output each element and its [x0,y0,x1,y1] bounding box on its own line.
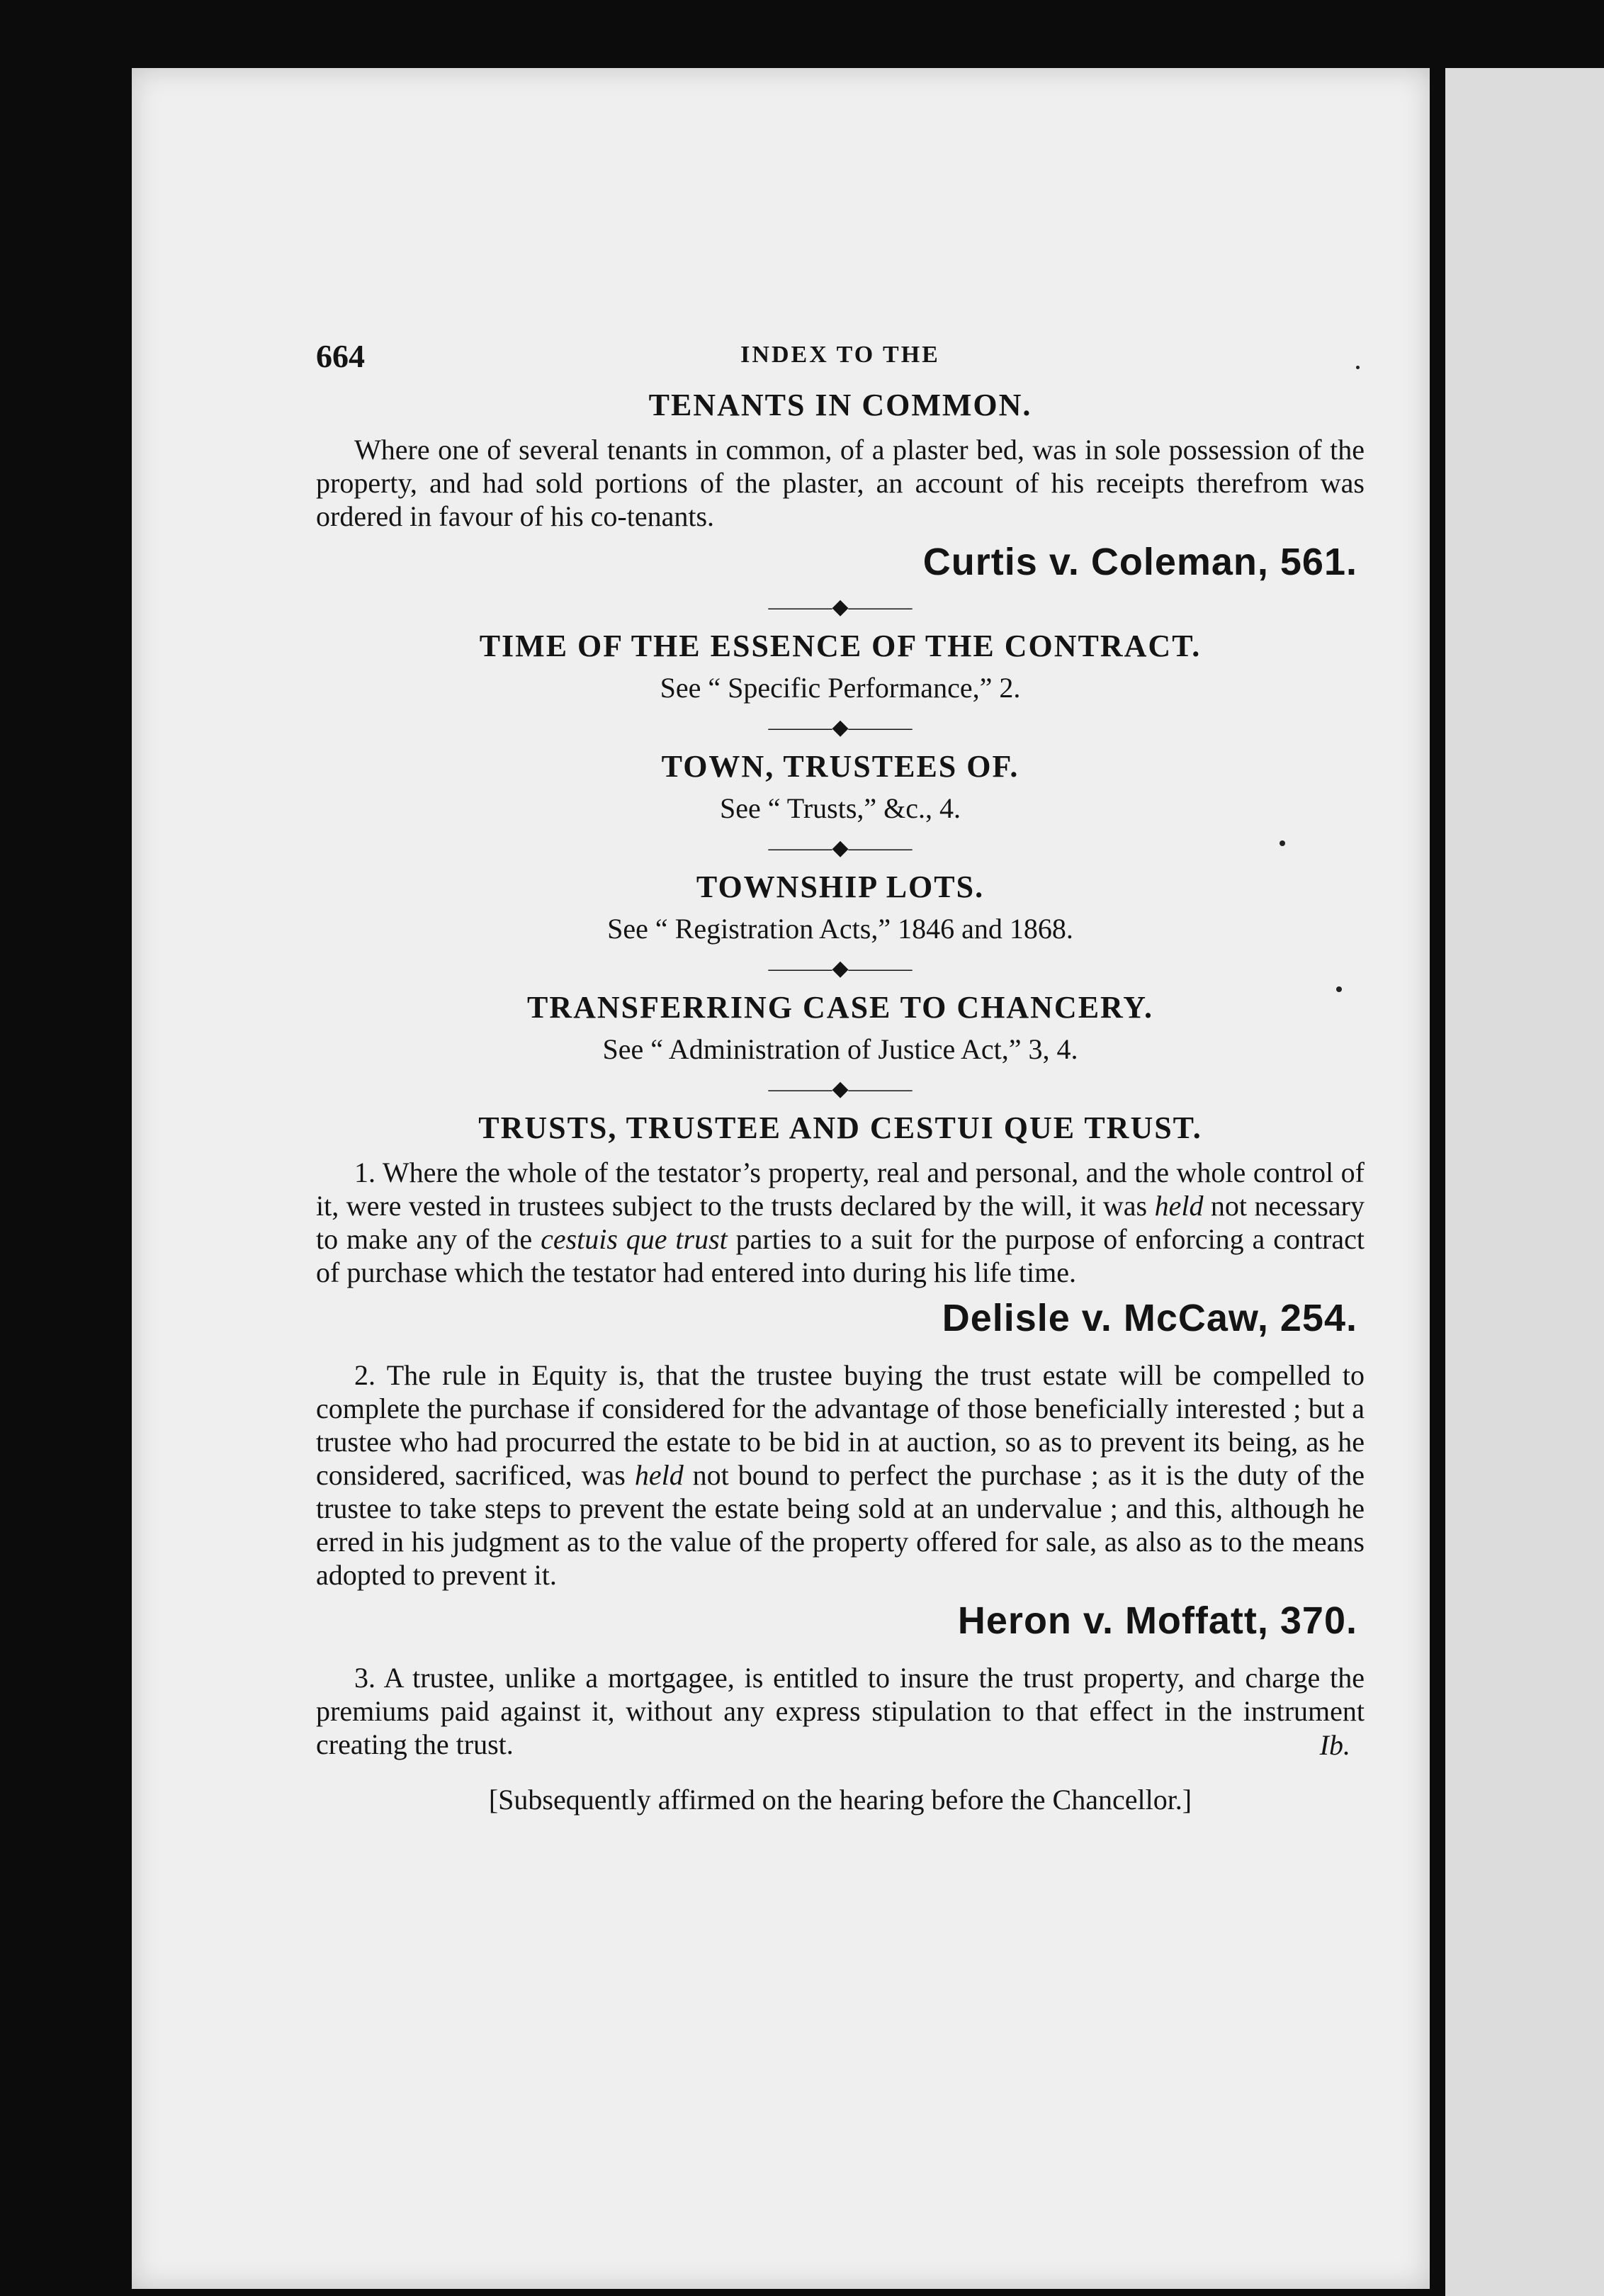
case-citation-curtis: Curtis v. Coleman, 561. [922,541,1357,583]
scan-speck [1280,840,1285,846]
running-title: INDEX TO THE [740,342,940,368]
separator-ornament: ———◆——— [768,836,913,860]
emphasis-held: held [1154,1190,1204,1222]
separator-ornament: ———◆——— [768,957,913,980]
case-citation-heron: Heron v. Moffatt, 370. [957,1599,1357,1642]
scan-speck [1356,366,1360,369]
case-citation-delisle: Delisle v. McCaw, 254. [942,1297,1357,1339]
emphasis-cestuis-que-trust: cestuis que trust [541,1223,728,1255]
see-reference-trusts: See “ Trusts,” &c., 4. [720,792,961,824]
emphasis-held: held [634,1459,684,1491]
running-header [316,337,1365,387]
text-run: 2. The rule in Equity is, that the trustee buying the trust estate will be compelled to complete the purchase if considered for the advantage of those beneficially interested ; but a trustee who had procurred the estate to be bid in at auction, so as to prevent its being, as he considered, sacrificed, was [316,1359,1365,1491]
see-reference-registration-acts: See “ Registration Acts,” 1846 and 1868. [607,913,1073,945]
see-reference-administration-of-justice: See “ Administration of Justice Act,” 3, 4. [602,1033,1078,1065]
page-number: 664 [316,338,365,374]
trusts-paragraph-1 [316,1156,1365,1289]
text-run: 1. Where the whole of the testator’s property, real and personal, and the whole control of it, were vested in trustees subject to the trusts declared by the will, it was [316,1157,1365,1222]
ibid-reference: Ib. [1319,1729,1350,1761]
heading-township-lots: TOWNSHIP LOTS. [696,870,985,904]
heading-town-trustees: TOWN, TRUSTEES OF. [661,749,1020,784]
separator-ornament: ———◆——— [768,1077,913,1101]
book-page [132,68,1430,2289]
heading-trusts: TRUSTS, TRUSTEE AND CESTUI QUE TRUST. [478,1110,1202,1145]
separator-ornament: ———◆——— [768,716,913,739]
see-reference-specific-performance: See “ Specific Performance,” 2. [660,672,1021,704]
text-run: not necessary to make any of the [316,1190,1365,1255]
separator-ornament: ———◆——— [768,595,913,619]
trusts-paragraph-3: 3. A trustee, unlike a mortgagee, is entitled to insure the trust property, and charge the premiums paid against it, without any express stipulation to that effect in the instrument creating the trust. [316,1662,1365,1760]
adjacent-page-edge [1445,68,1604,2296]
trusts-paragraph-2 [316,1358,1365,1592]
bracketed-note: [Subsequently affirmed on the hearing before the Chancellor.] [488,1784,1192,1816]
heading-tenants-in-common: TENANTS IN COMMON. [648,388,1032,422]
text-run: parties to a suit for the purpose of enforcing a contract of purchase which the testator had entered into during his life time. [316,1223,1365,1288]
scan-speck [1336,986,1342,992]
text-run: not bound to perfect the purchase ; as it is the duty of the trustee to take steps to prevent the estate being sold at an undervalue ; and this, although he erred in his judgment as to the value of the property offered for sale, as also as to the means adopted to prevent it. [316,1459,1365,1591]
heading-transferring-case: TRANSFERRING CASE TO CHANCERY. [526,990,1154,1025]
page-content [316,337,1365,1816]
heading-time-of-essence: TIME OF THE ESSENCE OF THE CONTRACT. [479,629,1202,663]
tenants-paragraph: Where one of several tenants in common, of a plaster bed, was in sole possession of the property, and had sold portions of the plaster, an account of his receipts therefrom was ordered in favour of his co-tenants. [316,434,1365,532]
